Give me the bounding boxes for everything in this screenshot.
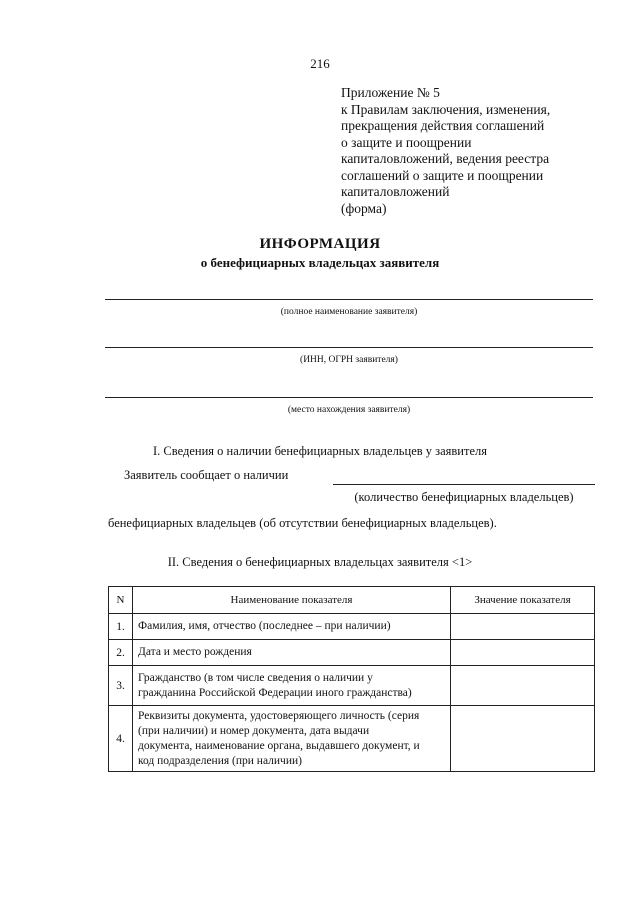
beneficiary-info-table [108,586,595,772]
row-name-line: (при наличии) и номер документа, дата выдачи [138,724,370,737]
appendix-line: к Правилам заключения, изменения, [341,101,551,117]
table-header-row [109,587,595,614]
applicant-address-caption: (место нахождения заявителя) [287,405,411,415]
row-name [133,614,451,640]
row-name [133,706,451,772]
row-name-line: Фамилия, имя, отчество (последнее – при наличии) [138,620,391,632]
section-2-heading: II. Сведения о бенефициарных владельцах заявителя <1> [167,555,473,569]
row-value-cell[interactable] [451,614,595,640]
appendix-line: прекращения действия соглашений [341,118,545,133]
row-name-line: Реквизиты документа, удостоверяющего личность (серия [138,709,420,722]
table-row [109,666,595,706]
column-header-name: Наименование показателя [133,587,451,614]
document-subtitle: о бенефициарных владельцах заявителя [200,255,440,270]
applicant-inn-line[interactable] [105,347,593,348]
applicant-address-line[interactable] [105,397,593,398]
table-row [109,640,595,666]
owners-statement-continuation: бенефициарных владельцев (об отсутствии бенефициарных владельцев). [108,516,497,530]
row-name [133,666,451,706]
appendix-line: (форма) [341,200,387,216]
document-title: ИНФОРМАЦИЯ [259,236,381,252]
row-value-cell[interactable] [451,666,595,706]
applicant-inn-caption: (ИНН, ОГРН заявителя) [300,355,398,365]
row-number: 4. [109,706,133,772]
appendix-line: о защите и поощрении [341,134,472,150]
row-number: 2. [109,640,133,666]
appendix-header [341,85,581,217]
row-name-line: Дата и место рождения [138,646,252,658]
row-value-cell[interactable] [451,640,595,666]
appendix-line: соглашений о защите и поощрении [341,167,544,183]
table-row [109,706,595,772]
row-name [133,640,451,666]
appendix-line: Приложение № 5 [341,85,440,100]
row-name-line: документа, наименование органа, выдавшего документ, и [138,739,420,752]
row-number: 3. [109,666,133,706]
row-name-line: код подразделения (при наличии) [138,754,302,767]
appendix-line: капиталовложений, ведения реестра [341,151,550,166]
owners-count-caption: (количество бенефициарных владельцев) [354,490,574,504]
row-name-line: Гражданство (в том числе сведения о наличии у [138,671,373,684]
column-header-number: N [109,587,133,614]
page-number: 216 [310,56,330,71]
row-value-cell[interactable] [451,706,595,772]
row-name-line: гражданина Российской Федерации иного гражданства) [138,686,412,699]
applicant-name-caption: (полное наименование заявителя) [280,307,418,317]
row-number: 1. [109,614,133,640]
column-header-value: Значение показателя [451,587,595,614]
applicant-name-line[interactable] [105,299,593,300]
owners-statement-text: Заявитель сообщает о наличии [124,468,289,482]
owners-count-line[interactable] [333,484,595,485]
table-row [109,614,595,640]
section-1-heading: I. Сведения о наличии бенефициарных владельцев у заявителя [153,444,487,458]
appendix-line: капиталовложений [341,184,450,199]
